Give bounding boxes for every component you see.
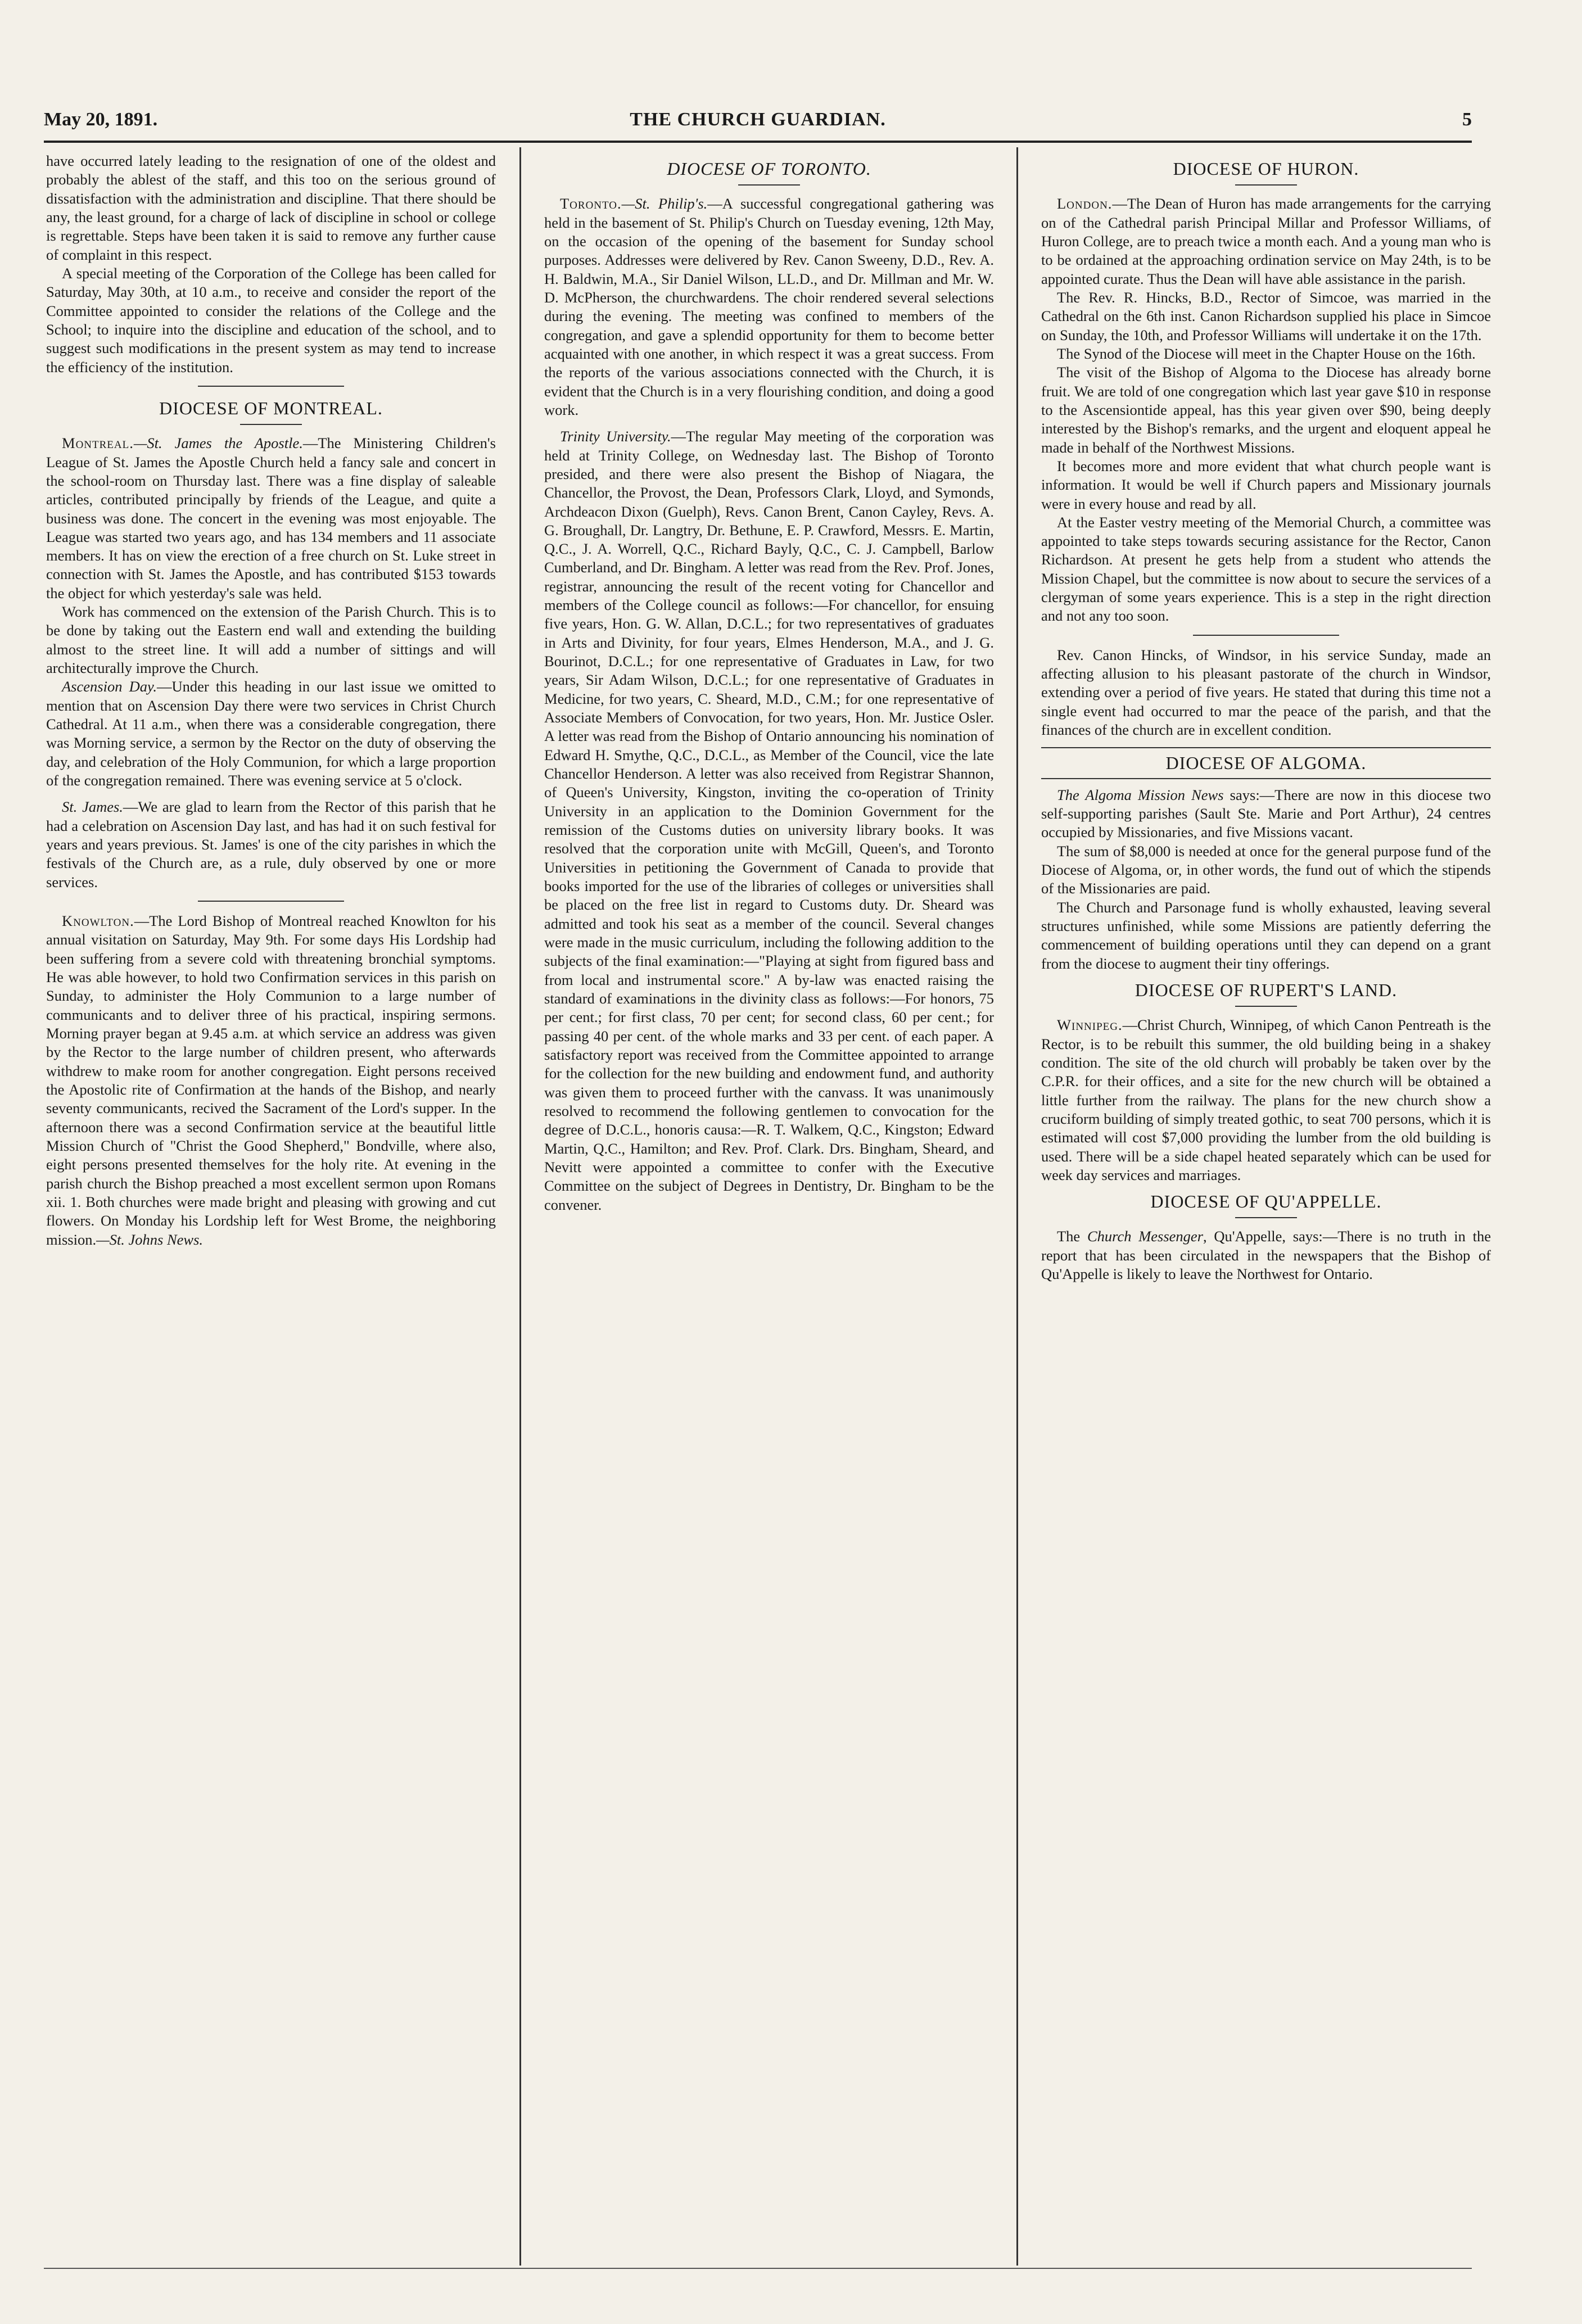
article-text: —The Dean of Huron has made arrangements for the carrying on of the Cathedral parish Principal Millar and Professor Williams, of Huron College, are to preach twice a month each. And a young man who is to be ordained at the approaching ordination service on May 24th, is to be appointed curate. Thus the Dean will have able assistance in the parish. [1041,195,1491,287]
masthead [44,105,1472,138]
article-text: —We are glad to learn from the Rector of this parish that he had a celebration on Ascension Day last, and has had it on such festival for years and years previous. St. James' is one of the city parishes in which the festivals of the Church are, as a rule, duly observed by one or more services. [46,798,496,890]
subject-lead: Ascension Day. [62,678,157,695]
subject-lead: St. James. [62,798,123,816]
subject-lead: —St. Philip's. [621,195,708,212]
place-lead: Montreal. [62,435,134,452]
section-heading-montreal: DIOCESE OF MONTREAL. [159,397,383,418]
article-text: —Christ Church, Winnipeg, of which Canon Pentreath is the Rector, is to be rebuilt this summer, the old building being in a shakey condition. The site of the old church will probably be taken over by the C.P.R. for their offices, and a site for the new church will be obtained a little further from the railway. The plans for the new church show a cruciform building of simply treated gothic, to seat 700 persons, which it is estimated will cost $7,000 providing the lumber from the old building is used. There will be a side chapel heated separately which can be used for week day services and marriages. [1041,1016,1491,1183]
place-lead: Toronto. [560,195,622,212]
page-number: 5 [1462,109,1472,130]
section-heading-toronto: DIOCESE OF TORONTO. [667,159,871,179]
column-3 [1041,152,1491,2266]
subject-lead: —St. James the Apostle. [133,435,303,452]
place-lead: Winnipeg. [1057,1016,1123,1034]
article-paragraph: The Synod of the Diocese will meet in the Chapter House on the 16th. [1057,345,1476,362]
subject-lead: Trinity University. [560,428,671,445]
article-paragraph: A special meeting of the Corporation of the College has been called for Saturday, May 30th, at 10 a.m., to receive and consider the report of the Committee appointed to consider the relations of the College and the School; to inquire into the discipline and education of the school, and to suggest such modifications in the present system as may tend to increase the efficiency of the institution. [46,264,496,376]
heading-rule [1235,1006,1297,1007]
heading-rule [240,424,302,425]
article-text: —The Ministering Children's League of St. James the Apostle Church held a fancy sale and concert in the school-room on Thursday last. There was a fine display of saleable articles, contributed principally by friends of the League, and quite a business was done. The concert in the evening was most enjoyable. The League was started two years ago, and has 134 members and 11 associate members. It has on view the erection of a free church on St. Luke street in connection with St. James the Apostle, and has contributed $153 towards the object for which yesterday's sale was held. [46,435,496,602]
section-divider [198,901,344,902]
article-text: —Under this heading in our last issue we omitted to mention that on Ascension Day there were two services in Christ Church Cathedral. At 11 a.m., when there was a considerable congregation, there was Morning service, a sermon by the Rector on the duty of observing the day, and celebration of the Holy Communion, for which a large proportion of the congregation remained. There was evening service at 5 o'clock. [46,678,496,789]
heading-rule [1235,184,1297,186]
section-heading-huron: DIOCESE OF HURON. [1173,159,1359,179]
article-text: , Qu'Appelle, says:—There is no truth in the report that has been circulated in the newspapers that the Bishop of Qu'Appelle is likely to leave the Northwest for Ontario. [1041,1228,1491,1283]
article-paragraph: Rev. Canon Hincks, of Windsor, in his service Sunday, made an affecting allusion to his pleasant pastorate of the church in Windsor, extending over a period of five years. He stated that during this time not a single event had occurred to mar the peace of the parish, and that the finances of the church are in excellent condition. [1041,646,1491,739]
column-divider [1016,147,1018,2266]
article-paragraph: It becomes more and more evident that what church people want is information. It would be well if Church papers and Missionary journals were in every house and read by all. [1041,457,1491,512]
article-paragraph: The Church and Parsonage fund is wholly exhausted, leaving several structures unfinished, while some Missions are patiently deferring the commencement of building operations until they can depend on a grant from the diocese to augment their tiny offerings. [1041,898,1491,972]
publication-name: The Algoma Mission News [1057,786,1224,803]
page-bottom-rule [44,2268,1472,2269]
section-heading-quappelle: DIOCESE OF QU'APPELLE. [1150,1191,1382,1212]
section-divider [1193,635,1339,636]
article-paragraph: The Rev. R. Hincks, B.D., Rector of Simcoe, was married in the Cathedral on the 6th inst. Canon Richardson supplied his place in Simcoe on Sunday, the 10th, and Professor Williams will undertake it on the 17th. [1041,288,1491,343]
article-paragraph: The sum of $8,000 is needed at once for the general purpose fund of the Diocese of Algoma, or, in other words, the fund out of which the stipends of the Missionaries are paid. [1041,842,1491,897]
article-paragraph: have occurred lately leading to the resignation of one of the oldest and probably the ablest of the staff, and this too on the serious ground of dissatisfaction with the administration and discipline. That there should be any, the least ground, for a charge of lack of discipline in school or college is regrettable. Steps have been taken it is said to remove any further cause of complaint in this respect. [46,152,496,263]
issue-date: May 20, 1891. [44,109,158,130]
article-paragraph: Work has commenced on the extension of the Parish Church. This is to be done by taking out the Eastern end wall and extending the building almost to the street line. It will add a number of sittings and will architecturally improve the Church. [46,603,496,677]
newspaper-title: THE CHURCH GUARDIAN. [630,109,886,130]
article-text: The [1057,1228,1087,1245]
section-heading-algoma: DIOCESE OF ALGOMA. [1165,753,1367,774]
column-divider [519,147,521,2266]
article-text: —The Lord Bishop of Montreal reached Knowlton for his annual visitation on Saturday, May 9th. For some days His Lordship had been suffering from a severe cold with threatening bronchial symptoms. He was able however, to hold two Confirmation services in this parish on Sunday, to administer the Holy Communion to a large number of communicants and to deliver three of his practical, inspiring sermons. Morning prayer began at 9.45 a.m. at which service an address was given by the Rector to the large number of children present, who afterwards withdrew to make room for another congregation. Eight persons received the Apostolic rite of Confirmation at the hands of the Bishop, and nearly seventy communicants, recived the Sacrament of the Lord's supper. In the afternoon there was a second Confirmation service at the beautiful little Mission Church of "Christ the Good Shepherd," Bondville, where also, eight persons presented themselves for the holy rite. At evening in the parish church the Bishop preached a most excellent sermon upon Romans xii. 1. Both churches were made bright and pleasing with growing and cut flowers. On Monday his Lordship left for West Brome, the neighboring mission. [46,912,496,1248]
masthead-rule [44,141,1472,143]
article-text: says:—There are now in this diocese two self-supporting parishes (Sault Ste. Marie and Port Arthur), 24 centres occupied by Missionaries, and five Missions vacant. [1041,786,1491,841]
heading-rule [738,184,800,186]
article-text: —The regular May meeting of the corporation was held at Trinity College, on Wednesday last. The Bishop of Toronto presided, and there were also present the Bishop of Niagara, the Chancellor, the Provost, the Dean, Professors Clark, Lloyd, and Symonds, Archdeacon Dixon (Guelph), Revs. Canon Brent, Canon Cayley, Revs. A. G. Broughall, Dr. Langtry, Dr. Bethune, E. P. Crawford, Messrs. E. Martin, Q.C., J. A. Worrell, Q.C., Richard Bayly, Q.C., C. J. Campbell, Barlow Cumberland, and Dr. Bingham. A letter was read from the Rev. Prof. Jones, registrar, announcing the result of the recent voting for Chancellor and members of the College council as follows:—For chancellor, for ensuing five years, Hon. G. W. Allan, D.C.L.; for two representatives of graduates in Arts and Divinity, for four years, Elmes Henderson, M.A., and J. G. Bourinot, D.C.L.; for one representative of Graduates in Law, for two years, Sir Adam Wilson, D.C.L.; for one representative of Graduates in Medicine, for two years, C. Sheard, M.D., C.M.; for one representative of Associate Members of Convocation, for two years, Hon. Mr. Justice Osler. A letter was read from the Bishop of Ontario announcing his nomination of Edward H. Smythe, Q.C., D.C.L., as Member of the Council, vice the late Chancellor Henderson. A letter was also received from Registrar Shannon, of Queen's University, Kingston, inviting the co-operation of Trinity University in an application to the Dominion Government for the remission of the Customs duties on university library books. It was resolved that the corporation unite with McGill, Queen's, and Toronto Universities in petitioning the Government of Canada to provide that books imported for the use of the libraries of colleges or universities shall be placed on the free list in regard to Customs duty. Dr. Sheard was admitted and took his seat as a member of the council. Several changes were made in the music curriculum, including the following addition to the subjects of the final examination:—"Playing at sight from figured bass and from local and instrumental score." A by-law was enacted raising the standard of examinations in the divinity class as follows:—For honors, 75 per cent.; for first class, 70 per cent; for second class, 60 per cent.; for passing 40 per cent. of the whole marks and 33 per cent. of each paper. A satisfactory report was received from the Committee appointed to arrange for the collection for the new building and endowment fund, and authority was given them to proceed further with the canvass. It was unanimously resolved to recommend the following gentlemen to convocation for the degree of D.C.L., honoris causa:—R. T. Walkem, Q.C., Kingston; Edward Martin, Q.C., Hamilton; and Rev. Prof. Clark. Drs. Bingham, Sheard, and Nevitt were appointed a committee to confer with the Executive Committee on the subject of Degrees in Dentistry, Dr. Bingham to be the convener. [544,428,994,1213]
publication-name: Church Messenger [1087,1228,1204,1245]
article-text: —A successful congregational gathering was held in the basement of St. Philip's Church on Tuesday evening, 12th May, on the occasion of the opening of the basement for Sunday school purposes. Addresses were delivered by Rev. Canon Sweeny, D.D., Rev. A. H. Baldwin, M.A., Sir Daniel Wilson, LL.D., and Dr. Millman and Mr. W. D. McPherson, the churchwardens. The choir rendered several selections during the evening. The meeting was confined to members of the congregation, and gave a splendid opportunity for them to become better acquainted with one another, in which respect it was a great success. From the reports of the various associations connected with the Church, it is evident that the Church is in a very flourishing condition, and doing a good work. [544,195,994,418]
heading-rule [1235,1217,1297,1218]
section-heading-ruperts-land: DIOCESE OF RUPERT'S LAND. [1134,979,1398,1000]
place-lead: London. [1057,195,1113,212]
place-lead: Knowlton. [62,912,134,930]
article-paragraph: At the Easter vestry meeting of the Memorial Church, a committee was appointed to take steps towards securing assistance for the Rector, Canon Richardson. At present he gets help from a student who attends the Mission Chapel, but the committee is now about to secure the services of a clergyman of some years experience. This is a step in the right direction and not any too soon. [1041,513,1491,625]
article-paragraph: The visit of the Bishop of Algoma to the Diocese has already borne fruit. We are told of one congregation which last year gave $10 in response to the Ascensiontide appeal, has this year given over $90, being deeply interested by the Bishop's remarks, and the urgent and eloquent appeal he made in behalf of the Northwest Missions. [1041,364,1491,456]
column-2 [544,152,994,2266]
section-divider [198,386,344,387]
source-credit: —St. Johns News. [96,1231,204,1248]
column-1 [46,152,496,2266]
